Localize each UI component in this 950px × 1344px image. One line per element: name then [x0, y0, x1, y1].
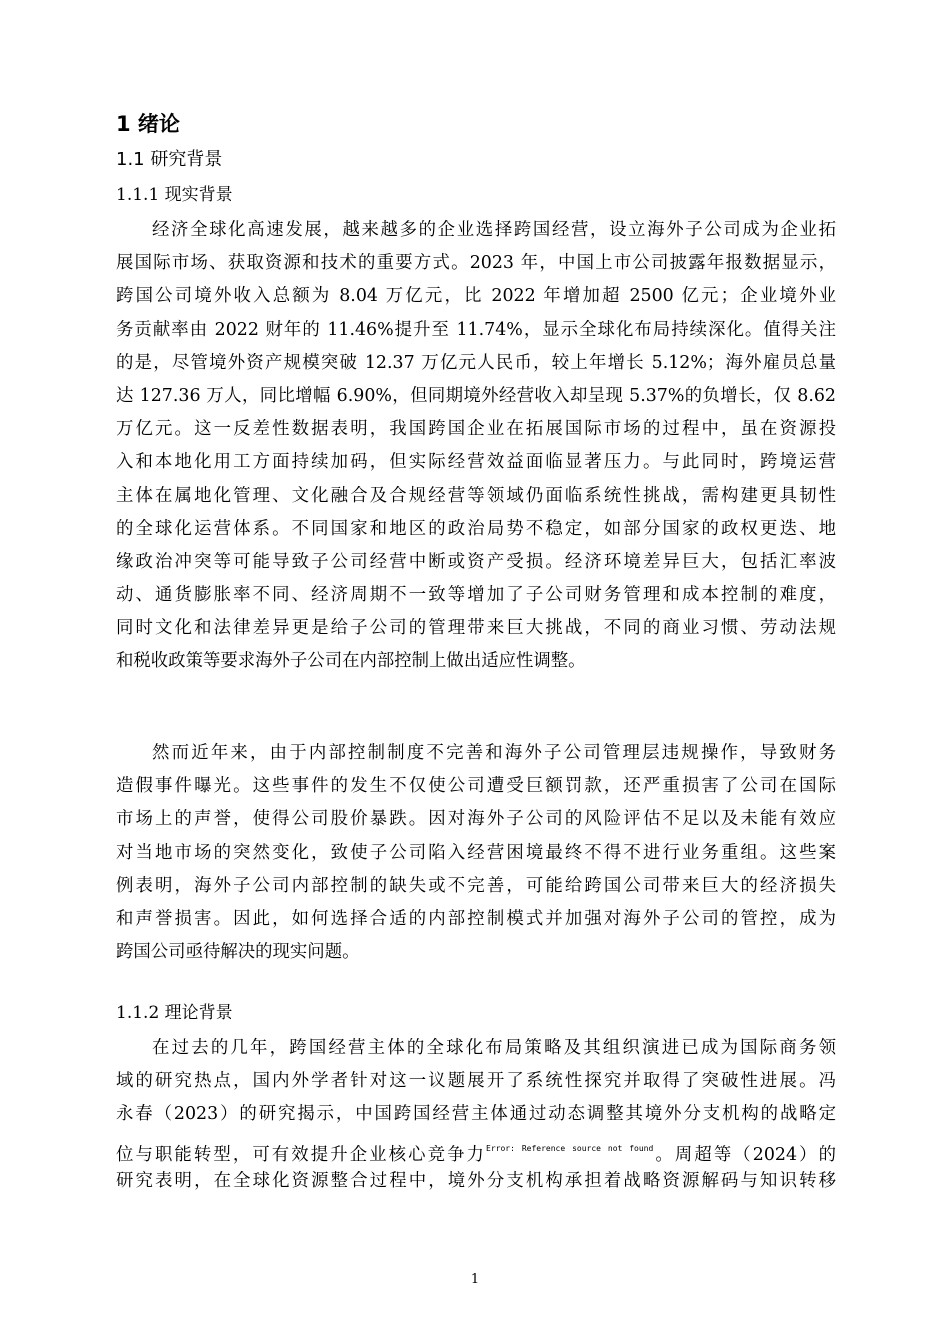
text-line: 永春（2023）的研究揭示，中国跨国经营主体通过动态调整其境外分支机构的战略定: [116, 1104, 836, 1125]
reference-error-superscript: Error: Reference source not found: [486, 1143, 654, 1153]
text-line: 同时文化和法律差异更是给子公司的管理带来巨大挑战，不同的商业习惯、劳动法规: [116, 618, 836, 639]
text-line: 和声誉损害。因此，如何选择合适的内部控制模式并加强对海外子公司的管控，成为: [116, 908, 836, 929]
text-line: 在过去的几年，跨国经营主体的全球化布局策略及其组织演进已成为国际商务领: [152, 1038, 836, 1058]
text-line: 务贡献率由 2022 财年的 11.46%提升至 11.74%，显示全球化布局持续深化。值得关注: [116, 319, 836, 340]
text-line: 跨国公司境外收入总额为 8.04 万亿元，比 2022 年增加超 2500 亿元；企业境外业: [116, 286, 836, 307]
text-line: 对当地市场的突然变化，致使子公司陷入经营困境最终不得不进行业务重组。这些案: [116, 842, 836, 863]
text-line: 市场上的声誉，使得公司股价暴跌。因对海外子公司的风险评估不足以及未能有效应: [116, 809, 836, 830]
text-line: 动、通货膨胀率不同、经济周期不一致等增加了子公司财务管理和成本控制的难度，: [116, 585, 836, 606]
text-segment: 。周超等（2024）的: [653, 1144, 836, 1165]
text-line: 例表明，海外子公司内部控制的缺失或不完善，可能给跨国公司带来巨大的经济损失: [116, 875, 836, 896]
text-line: 展国际市场、获取资源和技术的重要方式。2023 年，中国上市公司披露年报数据显示，: [116, 253, 836, 274]
subsection-heading-theoretical: 1.1.2 理论背景: [116, 1003, 233, 1023]
text-line: 研究表明，在全球化资源整合过程中，境外分支机构承担着战略资源解码与知识转移: [116, 1170, 836, 1191]
subsection-heading-practical: 1.1.1 现实背景: [116, 185, 233, 205]
text-line: 和税收政策等要求海外子公司在内部控制上做出适应性调整。: [116, 651, 586, 672]
text-line-with-reference: [116, 1132, 836, 1165]
text-line: 主体在属地化管理、文化融合及合规经营等领域仍面临系统性挑战，需构建更具韧性: [116, 485, 836, 506]
text-line: 跨国公司亟待解决的现实问题。: [116, 942, 360, 963]
text-line: 缘政治冲突等可能导致子公司经营中断或资产受损。经济环境差异巨大，包括汇率波: [116, 551, 836, 572]
text-line: 的是，尽管境外资产规模突破 12.37 万亿元人民币，较上年增长 5.12%；海外雇员总量: [116, 352, 836, 373]
text-line: 入和本地化用工方面持续加码，但实际经营效益面临显著压力。与此同时，跨境运营: [116, 452, 836, 473]
text-line: 域的研究热点，国内外学者针对这一议题展开了系统性探究并取得了突破性进展。冯: [116, 1071, 836, 1092]
paragraph-practical-cases: [116, 737, 836, 969]
paragraph-theoretical-background: [116, 1032, 836, 1198]
text-line: 然而近年来，由于内部控制制度不完善和海外子公司管理层违规操作，导致财务: [152, 743, 836, 763]
page-number: 1: [470, 1272, 480, 1287]
chapter-heading: 1 绪论: [116, 112, 180, 136]
text-line: 经济全球化高速发展，越来越多的企业选择跨国经营，设立海外子公司成为企业拓: [152, 220, 836, 240]
text-line: 万亿元。这一反差性数据表明，我国跨国企业在拓展国际市场的过程中，虽在资源投: [116, 419, 836, 440]
text-line: 造假事件曝光。这些事件的发生不仅使公司遭受巨额罚款，还严重损害了公司在国际: [116, 776, 836, 797]
paragraph-practical-background: [116, 214, 836, 679]
text-line: 的全球化运营体系。不同国家和地区的政治局势不稳定，如部分国家的政权更迭、地: [116, 518, 836, 539]
text-segment: 位与职能转型，可有效提升企业核心竞争力: [116, 1144, 487, 1165]
section-heading: 1.1 研究背景: [116, 149, 223, 170]
text-line: 达 127.36 万人，同比增幅 6.90%，但同期境外经营收入却呈现 5.37%的负增长，仅 8.62: [116, 385, 836, 406]
